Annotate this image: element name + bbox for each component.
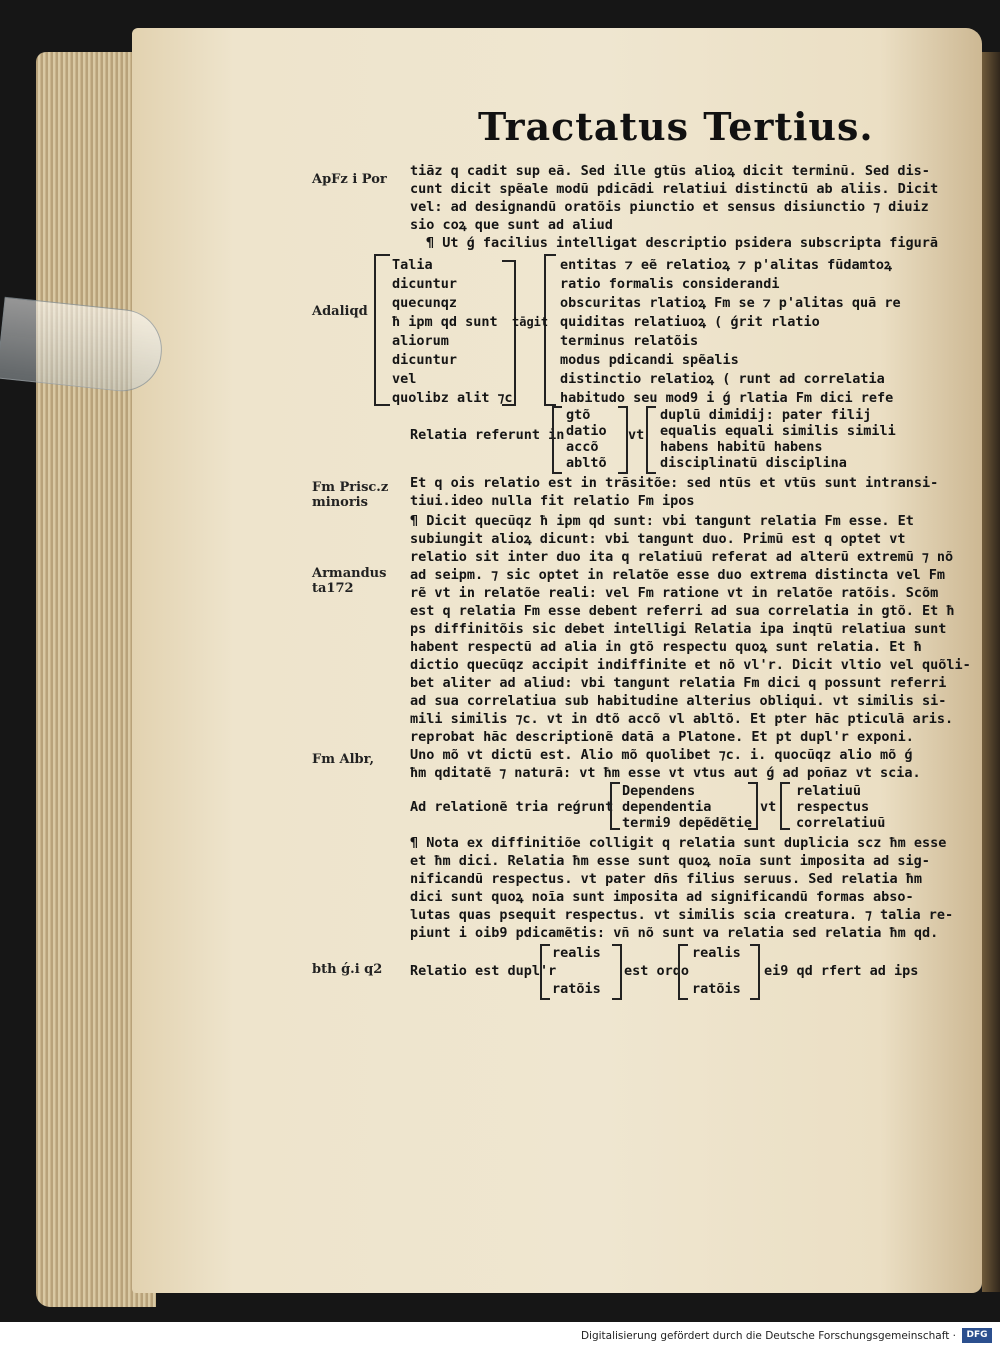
margin-note: ApFz i Por (312, 172, 387, 187)
diagram-connector: tāgit (512, 315, 549, 329)
case-item: datio (566, 423, 607, 439)
bracket (552, 406, 562, 474)
diagram-left-item: ħ ipm qd sunt (392, 314, 498, 330)
bracket (780, 782, 790, 830)
margin-note: Fm Albr, (312, 752, 375, 767)
diagram-tail: ei9 qd rfert ad ips (764, 963, 919, 979)
text-line: reprobat hãc descriptionẽ datã a Platone. Et pt dupl'r exponi. (410, 729, 914, 745)
margin-note: Adaliqd (312, 304, 368, 319)
bracket (750, 944, 760, 1000)
bracket (374, 254, 390, 406)
text-line: mili similis ⁊c. vt in dtõ accõ vl abltõ. Et pter hãc pticulã aris. (410, 711, 954, 727)
bracket (612, 944, 622, 1000)
margin-note: bth ǵ.i q2 (312, 962, 383, 977)
text-line: cunt dicit spẽale modũ pdicãdi relatiui distinctũ ab aliis. Dicit (410, 181, 939, 197)
text-line: habent respectũ ad alia in gtõ respectu quoꝝ sunt relatia. Et ħ (410, 639, 922, 655)
diagram-right-item: quiditas relatiuoꝝ ( ǵrit rlatio (560, 314, 820, 330)
funding-notice: Digitalisierung gefördert durch die Deutsche Forschungsgemeinschaft · (580, 1330, 956, 1342)
diagram-left-item: Talia (392, 257, 433, 273)
text-line: ħm qditatẽ ⁊ naturã: vt ħm esse vt vtus aut ǵ ad poñaz vt scia. (410, 765, 921, 781)
text-line: tiui.ideo nulla fit relatio Fm ipos (410, 493, 695, 509)
requirement-item: dependentia (622, 799, 712, 815)
diagram-right-item: ratio formalis considerandi (560, 276, 780, 292)
diagram-right-item: obscuritas rlatioꝝ Fm se ⁊ p'alitas quã re (560, 295, 901, 311)
text-line: bet aliter ad aliud: vbi tangunt relatia Fm dici q possunt referri (410, 675, 947, 691)
page-header: Tractatus Tertius. (478, 104, 874, 149)
diagram-left-item: dicuntur (392, 276, 458, 292)
text-line: ¶ Ut ǵ facilius intelligat descriptio psidera subscripta figurã (426, 235, 939, 251)
diagram-lead: Relatia referunt in (410, 427, 565, 443)
diagram-lead: Relatio est dupl'r (410, 963, 557, 979)
diagram-left-item: dicuntur (392, 352, 458, 368)
text-line: est q relatia Fm esse debent referri ad sua correlatia in gtõ. Et ħ (410, 603, 955, 619)
margin-note: Armandus ta172 (312, 566, 387, 596)
case-item: accõ (566, 439, 599, 455)
diagram-middle: est ordo (624, 963, 690, 979)
text-line: dictio quecũqz accipit indiffinite et nõ vl'r. Dicit vltio vel quõli- (410, 657, 971, 673)
example-item: equalis equali similis simili (660, 423, 896, 439)
diagram-right-item: modus pdicandi spẽalis (560, 352, 739, 368)
requirement-result: relatiuũ (796, 783, 862, 799)
text-line: et ħm dici. Relatia ħm esse sunt quoꝝ noĩa sunt imposita ad sig- (410, 853, 930, 869)
text-line: subiungit alioꝝ dicunt: vbi tangunt duo. Primũ est q optet vt (410, 531, 906, 547)
text-line: lutas quas psequit respectus. vt similis scia creatura. ⁊ talia re- (410, 907, 954, 923)
diagram-right-item: habitudo seu mod9 i ǵ rlatia Fm dici refe (560, 390, 894, 406)
requirement-item: Dependens (622, 783, 696, 799)
requirement-result: respectus (796, 799, 870, 815)
relation-kind: realis (692, 945, 741, 961)
text-line: dici sunt quoꝝ noĩa sunt imposita ad significandũ formas abso- (410, 889, 914, 905)
diagram-vt: vt (628, 427, 645, 443)
requirement-result: correlatiuũ (796, 815, 886, 831)
text-line: ad sua correlatiua sub habitudine alterius obliqui. vt similis si- (410, 693, 947, 709)
diagram-lead: Ad relationẽ tria reǵrunt (410, 799, 614, 815)
text-line: piunt i oib9 pdicamẽtis: vñ nõ sunt va relatia sed relatia ħm qd. (410, 925, 939, 941)
relation-kind: ratõis (692, 981, 741, 997)
diagram-left-item: aliorum (392, 333, 449, 349)
text-line: sio coꝝ que sunt ad aliud (410, 217, 613, 233)
bracket (646, 406, 656, 474)
bracket (618, 406, 628, 474)
example-item: disciplinatũ disciplina (660, 455, 847, 471)
bracket (502, 260, 516, 406)
case-item: gtõ (566, 407, 591, 423)
bracket (540, 944, 550, 1000)
diagram-right-item: distinctio relatioꝝ ( runt ad correlatia (560, 371, 885, 387)
diagram-left-item: vel (392, 371, 417, 387)
bracket (678, 944, 688, 1000)
dfg-logo: DFG (962, 1328, 992, 1343)
text-line: relatio sit inter duo ita q relatiuũ referat ad alterũ extremũ ⁊ nõ (410, 549, 954, 565)
example-item: duplũ dimidij: pater filij (660, 407, 872, 423)
diagram-vt: vt (760, 799, 777, 815)
bracket (610, 782, 620, 830)
relation-kind: ratõis (552, 981, 601, 997)
text-line: ad seipm. ⁊ sic optet in relatõe esse duo extrema distincta vel Fm (410, 567, 946, 583)
footer-bar (0, 1322, 1000, 1350)
text-line: rẽ vt in relatõe reali: vel Fm ratione vt in relatõe ratõis. Scõm (410, 585, 939, 601)
text-line: nificandũ respectus. vt pater dñs filius seruus. Sed relatia ħm (410, 871, 923, 887)
text-line: Uno mõ vt dictũ est. Alio mõ quolibet ⁊c. i. quocũqz alio mõ ǵ (410, 747, 913, 763)
text-line: ¶ Dicit quecũqz ħ ipm qd sunt: vbi tangunt relatia Fm esse. Et (410, 513, 914, 529)
text-line: vel: ad designandũ oratõis piunctio et sensus disiunctio ⁊ diuiz (410, 199, 929, 215)
text-line: ¶ Nota ex diffinitiõe colligit q relatia sunt duplicia scz ħm esse (410, 835, 947, 851)
gutter-shadow (982, 52, 1000, 1292)
diagram-left-item: quecunqz (392, 295, 458, 311)
diagram-right-item: terminus relatõis (560, 333, 699, 349)
text-line: tiãz q cadit sup eã. Sed ille gtũs alioꝝ dicit terminũ. Sed dis- (410, 163, 930, 179)
margin-note: Fm Prisc.z minoris (312, 480, 389, 510)
text-line: Et q ois relatio est in trãsitõe: sed ntũs et vtũs sunt intransi- (410, 475, 939, 491)
requirement-item: termi9 depẽdẽtie (622, 815, 753, 831)
diagram-right-item: entitas ⁊ eẽ relatioꝝ ⁊ p'alitas fũdamtoꝝ (560, 257, 892, 273)
diagram-left-item: quolibz alit ⁊c (392, 390, 513, 406)
relation-kind: realis (552, 945, 601, 961)
text-line: ps diffinitõis sic debet intelligi Relatia ipa inqtũ relatiua sunt (410, 621, 947, 637)
case-item: abltõ (566, 455, 607, 471)
example-item: habens habitũ habens (660, 439, 823, 455)
